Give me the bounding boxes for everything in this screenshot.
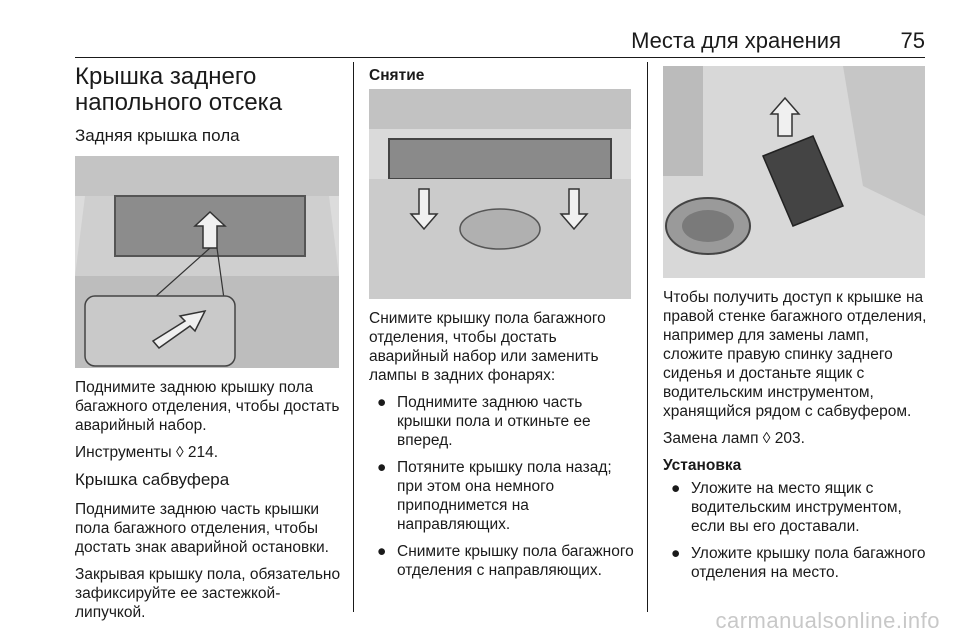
bullet-icon: ● — [671, 545, 681, 562]
figure-removal — [369, 89, 631, 299]
list-item: ● Уложите крышку пола багажного отделения на место. — [671, 545, 926, 581]
column-divider-2 — [647, 62, 648, 612]
page-number: 75 — [900, 28, 925, 53]
list-item: ● Поднимите заднюю часть крышки пола и откиньте ее вперед. — [377, 394, 591, 449]
installation-label: Установка — [663, 457, 742, 474]
removal-steps — [369, 393, 637, 580]
bullet-icon: ● — [377, 543, 387, 560]
paragraph-access-cover: Чтобы получить доступ к крышке на правой стенке багажного отделения, например для замены ламп, сложите правую спинку заднего сиденья и достаньте ящик с водительским инструментом, хранящийся рядом с сабвуфером. — [663, 289, 927, 420]
paragraph-remove-cover: Снимите крышку пола багажного отделения, чтобы достать аварийный набор или заменить лампы в задних фонарях: — [369, 310, 606, 384]
paragraph-tools-reference: Инструменты ◊ 214. — [75, 444, 219, 461]
paragraph-subwoofer: Поднимите заднюю часть крышки пола багажного отделения, чтобы достать знак аварийной остановки. — [75, 501, 329, 556]
column-divider-1 — [353, 62, 354, 612]
bullet-icon: ● — [377, 459, 387, 476]
installation-steps — [663, 479, 927, 582]
column-2 — [369, 66, 637, 588]
column-1 — [75, 64, 343, 630]
paragraph-lamps-reference: Замена ламп ◊ 203. — [663, 430, 805, 447]
header-title: Места для хранения — [631, 28, 841, 53]
figure-tool-box — [663, 66, 925, 278]
figure-rear-floor-cover — [75, 156, 339, 368]
watermark: carmanualsonline.info — [715, 608, 940, 633]
header-rule — [75, 57, 925, 58]
column-3 — [663, 66, 927, 590]
section-title — [75, 64, 343, 116]
section-title-line-1: Крышка заднего — [75, 63, 257, 90]
list-item: ● Потяните крышку пола назад; при этом она немного приподнимется на направляющих. — [377, 459, 612, 533]
subtitle-rear-floor-cover: Задняя крышка пола — [75, 126, 240, 145]
list-item: ● Снимите крышку пола багажного отделения с направляющих. — [377, 543, 634, 579]
paragraph-close-cover: Закрывая крышку пола, обязательно зафиксируйте ее застежкой-липучкой. — [75, 566, 341, 621]
bullet-icon: ● — [671, 480, 681, 497]
removal-label: Снятие — [369, 67, 425, 84]
list-item: ● Уложите на место ящик с водительским инструментом, если вы его доставали. — [671, 480, 902, 535]
subtitle-subwoofer-cover: Крышка сабвуфера — [75, 470, 230, 489]
section-title-line-2: напольного отсека — [75, 89, 283, 116]
page-header — [75, 28, 925, 58]
paragraph-lift-cover: Поднимите заднюю крышку пола багажного отделения, чтобы достать аварийный набор. — [75, 379, 340, 434]
bullet-icon: ● — [377, 394, 387, 411]
